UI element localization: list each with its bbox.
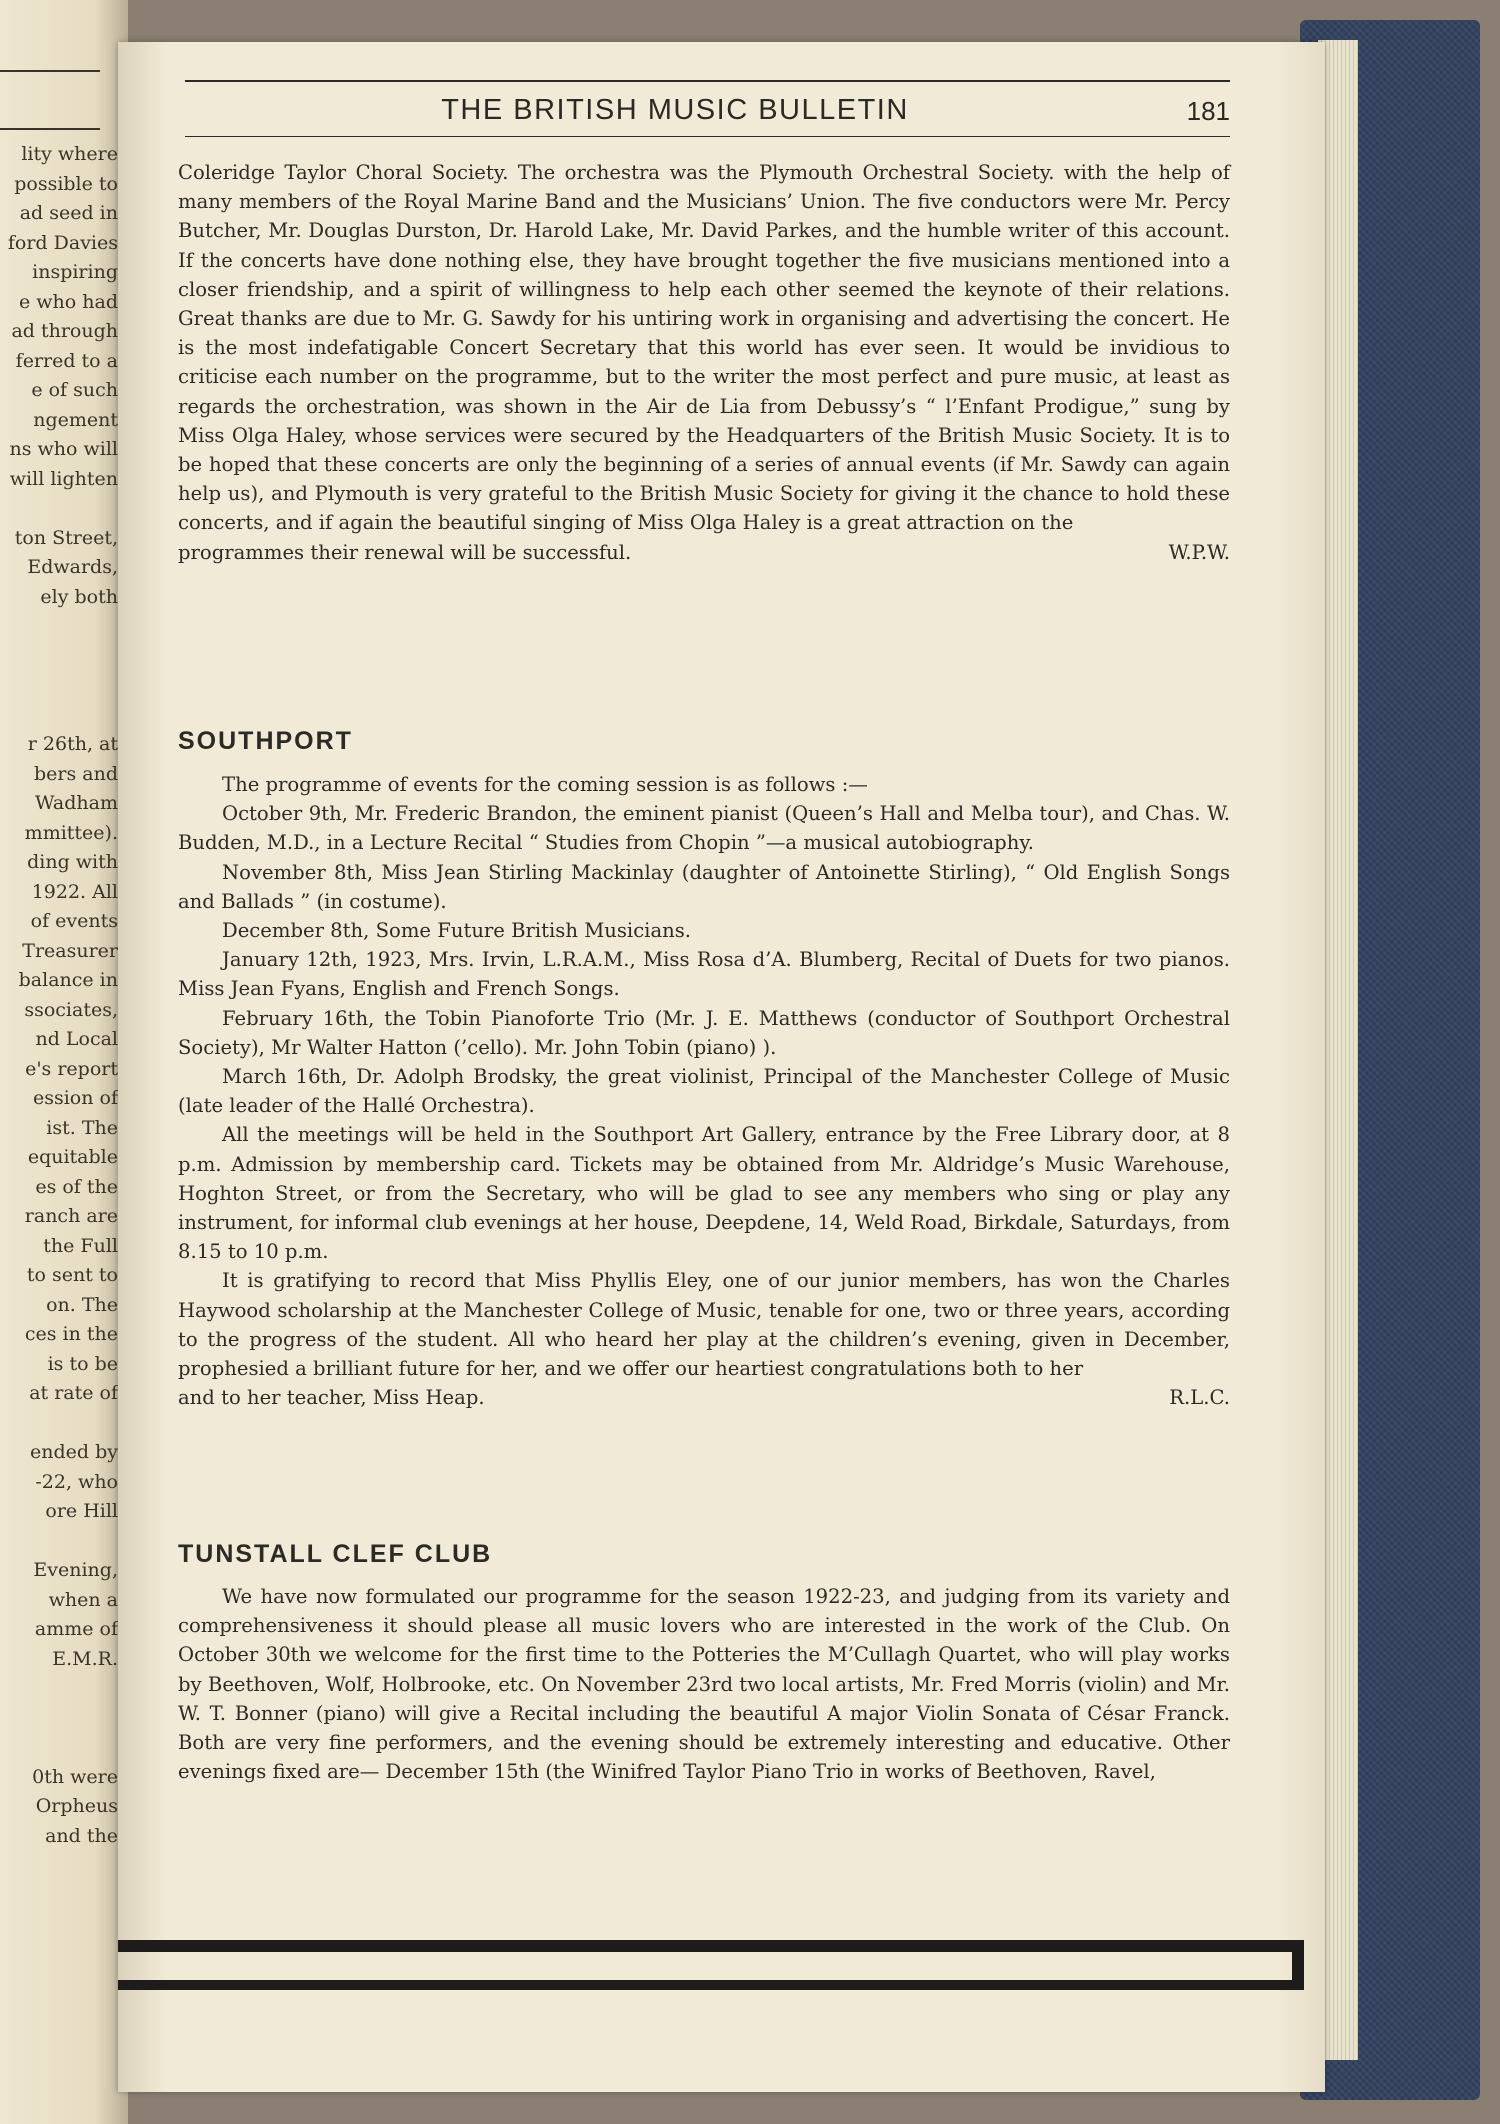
facing-page-line: amme of — [34, 1618, 118, 1640]
facing-page-line: ford Davies — [7, 231, 118, 254]
facing-page-line: r 26th, at — [27, 733, 118, 755]
article-paragraph: We have now formulated our programme for the season 1922-23, and judging from its variety and comprehensiveness it should please all music lovers who are interested in the work of the Club. On October 30th we welcome for the first time to the Potteries the M’Cullagh Quartet, who will play works by Beethoven, Wolf, Holbrooke, etc. On November 23rd two local artists, Mr. Fred Morris (violin) and Mr. W. T. Bonner (piano) will give a Recital including the beautiful A major Violin Sonata of César Franck. Both are very fine performers, and the evening should be extremely interesting and educative. Other evenings fixed are— December 15th (the Winifred Taylor Piano Trio in works of Beethoven, Ravel, — [178, 1585, 1230, 1784]
running-title: THE BRITISH MUSIC BULLETIN — [441, 94, 909, 126]
tunstall-article — [178, 1582, 1230, 1786]
article-paragraph: October 9th, Mr. Frederic Brandon, the eminent pianist (Queen’s Hall and Melba tour), and Chas. W. Budden, M.D., in a Lecture Recital “ Studies from Chopin ”—a musical autobiography. — [178, 802, 1230, 855]
article-paragraph: December 8th, Some Future British Musicians. — [222, 919, 692, 943]
facing-page-line: nd Local — [35, 1028, 118, 1050]
header-rule-bottom — [185, 136, 1230, 137]
facing-page-line: the Full — [43, 1234, 118, 1257]
facing-page-line: possible to — [14, 172, 118, 195]
facing-page-line: ngement — [33, 408, 118, 431]
facing-page-line: Treasurer — [22, 939, 118, 962]
facing-page-line: ssociates, — [24, 998, 118, 1021]
section-heading-southport: SOUTHPORT — [178, 727, 353, 755]
facing-page-line: ferred to a — [15, 349, 118, 372]
article-paragraph: The programme of events for the coming session is as follows :— — [222, 773, 868, 796]
facing-page-line: Evening, — [33, 1559, 118, 1581]
article-last-line: programmes their renewal will be successful. — [178, 540, 632, 564]
facing-page-line: E.M.R. — [52, 1647, 118, 1670]
signature-line — [178, 538, 1230, 567]
facing-page-line: e who had — [19, 290, 118, 313]
facing-page-line: balance in — [18, 969, 118, 991]
facing-page-line: 0th were — [32, 1765, 118, 1788]
southport-article — [178, 770, 1230, 1412]
facing-page-line: equitable — [27, 1146, 118, 1168]
facing-page-line: ad through — [11, 320, 118, 342]
facing-page-line: at rate of — [29, 1382, 118, 1404]
facing-page-line: ding with — [27, 851, 118, 873]
facing-page-rule — [0, 70, 100, 72]
author-signature: W.P.W. — [1168, 540, 1230, 564]
article-paragraph: January 12th, 1923, Mrs. Irvin, L.R.A.M., Miss Rosa d’A. Blumberg, Recital of Duets for two pianos. Miss Jean Fyans, English and French Songs. — [178, 948, 1230, 1001]
facing-page-fragment — [0, 0, 128, 2124]
facing-page-rule — [0, 128, 100, 130]
facing-page-line: of events — [30, 910, 118, 932]
facing-page-line: ist. The — [46, 1116, 118, 1139]
article-paragraph: November 8th, Miss Jean Stirling Mackinlay (daughter of Antoinette Stirling), “ Old English Songs and Ballads ” (in costume). — [178, 860, 1230, 913]
facing-page-line: Edwards, — [27, 556, 118, 578]
facing-page-line: will lighten — [9, 467, 118, 490]
footer-rule-corner — [1292, 1940, 1304, 1990]
facing-page-line: ton Street, — [14, 526, 118, 549]
facing-page-line: to sent to — [26, 1264, 118, 1286]
facing-page-line: lity where — [21, 143, 118, 165]
article-paragraph: February 16th, the Tobin Pianoforte Trio (Mr. J. E. Matthews (conductor of Southport Orchestral Society), Mr Walter Hatton (’cello). Mr. John Tobin (piano) ). — [178, 1006, 1230, 1059]
facing-page-line: ad seed in — [19, 202, 118, 224]
article-paragraph: March 16th, Dr. Adolph Brodsky, the great violinist, Principal of the Manchester College of Music (late leader of the Hallé Orchestra). — [178, 1065, 1230, 1118]
facing-page-line: ore Hill — [45, 1500, 118, 1522]
facing-page-line: e's report — [25, 1057, 118, 1080]
facing-page-line: ession of — [32, 1087, 118, 1109]
article-paragraph: All the meetings will be held in the Southport Art Gallery, entrance by the Free Library door, at 8 p.m. Admission by membership card. Tickets may be obtained from Mr. Aldridge’s Music Warehouse, Hoghton Street, or from the Secretary, who will be glad to see any members who sing or play any instrument, for informal club evenings at her house, Deepdene, 14, Weld Road, Birkdale, Saturdays, from 8.15 to 10 p.m. — [178, 1123, 1230, 1264]
page-number: 181 — [1186, 96, 1230, 126]
facing-page-line: and the — [45, 1824, 118, 1847]
section-heading-tunstall: TUNSTALL CLEF CLUB — [178, 1540, 493, 1568]
footer-rule-thin — [118, 1980, 1303, 1990]
footer-rule-thick — [118, 1940, 1303, 1952]
facing-page-line: ely both — [40, 585, 118, 608]
facing-page-line: e of such — [31, 379, 118, 401]
facing-page-line: ranch are — [24, 1205, 118, 1227]
facing-page-line: bers and — [33, 762, 118, 785]
facing-page-line: ces in the — [24, 1323, 118, 1345]
facing-page-line: Wadham — [35, 792, 118, 814]
facing-page-line: ns who will — [9, 438, 118, 460]
article-last-line: and to her teacher, Miss Heap. — [178, 1386, 485, 1410]
facing-page-line: Orpheus — [35, 1795, 118, 1817]
article-paragraph: Coleridge Taylor Choral Society. The orchestra was the Plymouth Orchestral Society. with the help of many members of the Royal Marine Band and the Musicians’ Union. The five conductors were Mr. Percy Butcher, Mr. Douglas Durston, Dr. Harold Lake, Mr. David Parkes, and the humble writer of this account. If the concerts have done nothing else, they have brought together the five musicians mentioned into a closer friendship, and a spirit of willingness to help each other seemed the keynote of their relations. Great thanks are due to Mr. G. Sawdy for his untiring work in organising and advertising the concert. He is the most indefatigable Concert Secretary that this world has ever seen. It would be invidious to criticise each number on the programme, but to the writer the most perfect and pure music, at least as regards the orchestration, was shown in the Air de Lia from Debussy’s “ l’Enfant Prodigue,” sung by Miss Olga Haley, whose services were secured by the Headquarters of the British Music Society. It is to be hoped that these concerts are only the beginning of a series of annual events (if Mr. Sawdy can again help us), and Plymouth is very grateful to the British Music Society for giving it the chance to hold these concerts, and if again the beautiful singing of Miss Olga Haley is a great attraction on the — [178, 161, 1230, 535]
header-rule-top — [185, 80, 1230, 82]
running-header — [185, 94, 1230, 134]
article-paragraph: It is gratifying to record that Miss Phyllis Eley, one of our junior members, has won the Charles Haywood scholarship at the Manchester College of Music, tenable for one, two or three years, according to the progress of the student. All who heard her play at the children’s evening, given in December, prophesied a brilliant future for her, and we offer our heartiest congratulations both to her — [178, 1269, 1230, 1381]
facing-page-line: ended by — [30, 1441, 118, 1463]
plymouth-article — [178, 158, 1230, 567]
facing-page-line: 1922. All — [31, 880, 118, 903]
facing-page-line: es of the — [35, 1175, 118, 1198]
facing-page-line: on. The — [46, 1293, 118, 1316]
signature-line — [178, 1383, 1230, 1412]
facing-page-line: inspiring — [32, 261, 118, 283]
facing-page-line: mmittee). — [24, 821, 118, 844]
facing-page-line: -22, who — [35, 1470, 118, 1493]
author-signature: R.L.C. — [1169, 1386, 1230, 1410]
facing-page-line: when a — [48, 1588, 118, 1611]
facing-page-line: is to be — [47, 1352, 118, 1375]
